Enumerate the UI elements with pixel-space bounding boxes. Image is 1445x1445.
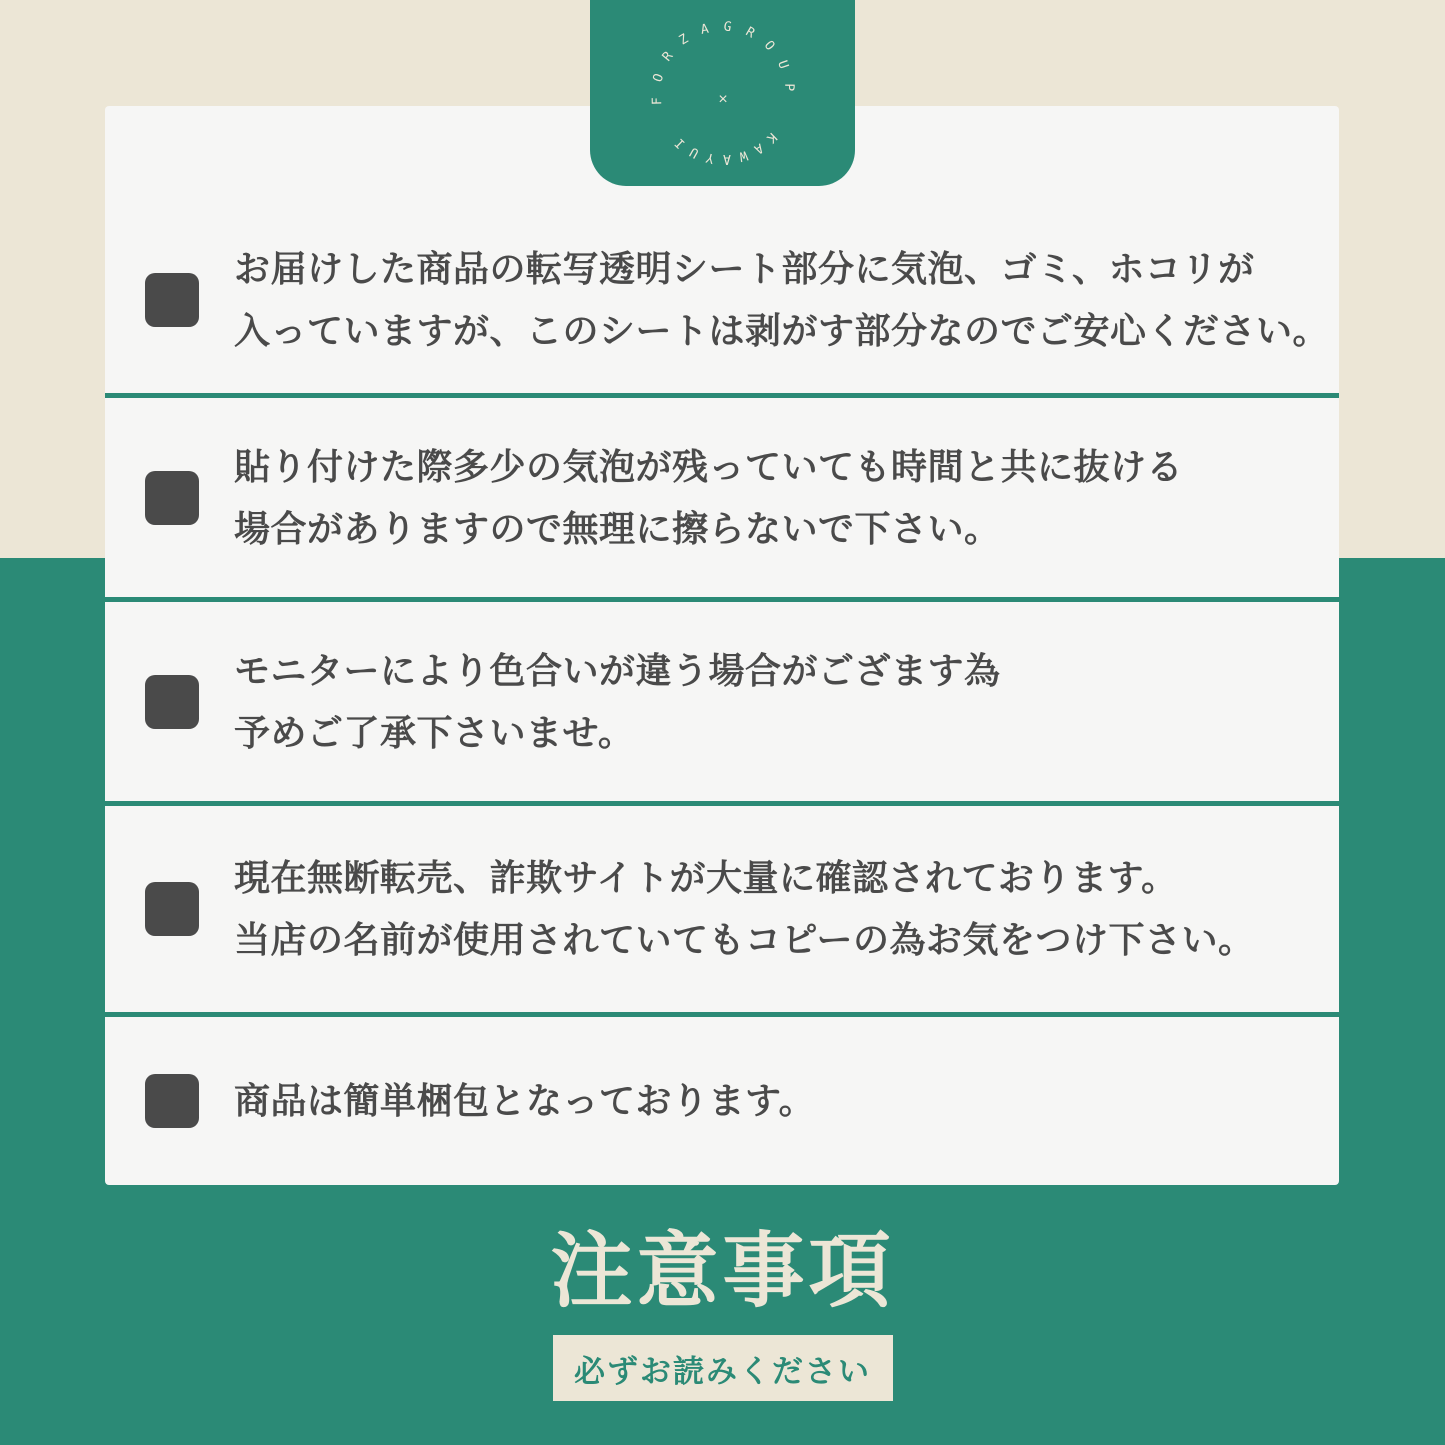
- notice-row: [105, 806, 1339, 1012]
- notice-line: 商品は簡単梱包となっております。: [234, 1080, 816, 1121]
- brand-badge: [590, 0, 855, 186]
- svg-text:KAWAYUI: [666, 129, 779, 166]
- notice-line: 貼り付けた際多少の気泡が残っていても時間と共に抜ける: [234, 445, 1184, 487]
- notice-row: [105, 398, 1339, 597]
- bullet-square-icon: [145, 273, 199, 327]
- notice-line: 当店の名前が使用されていてもコピーの為お気をつけ下さい。: [234, 919, 1255, 960]
- bullet-square-icon: [145, 471, 199, 525]
- notice-line: 予めご了承下さいませ。: [234, 711, 635, 753]
- notice-line: 場合がありますので無理に擦らないで下さい。: [234, 507, 1001, 549]
- bullet-square-icon: [145, 882, 199, 936]
- brand-logo-x-icon: ×: [717, 91, 728, 109]
- read-notice-button: 必ずお読みください: [553, 1335, 893, 1401]
- brand-logo: [638, 8, 808, 178]
- bullet-square-icon: [145, 1074, 199, 1128]
- notice-line: お届けした商品の転写透明シート部分に気泡、ゴミ、ホコリが: [234, 248, 1255, 289]
- notice-line: 入っていますが、このシートは剥がす部分なのでご安心ください。: [234, 310, 1330, 351]
- brand-logo-top-text: FORZAGROUP: [649, 19, 796, 106]
- brand-logo-bottom-text: KAWAYUI: [666, 129, 779, 166]
- bullet-square-icon: [145, 675, 199, 729]
- notice-panel: [105, 106, 1339, 1185]
- notice-row: [105, 1017, 1339, 1185]
- page-title: 注意事項: [550, 1226, 895, 1317]
- notice-line: モニターにより色合いが違う場合がござます為: [234, 649, 1001, 691]
- notice-line: 現在無断転売、詐欺サイトが大量に確認されております。: [234, 857, 1178, 898]
- notice-row: [105, 602, 1339, 801]
